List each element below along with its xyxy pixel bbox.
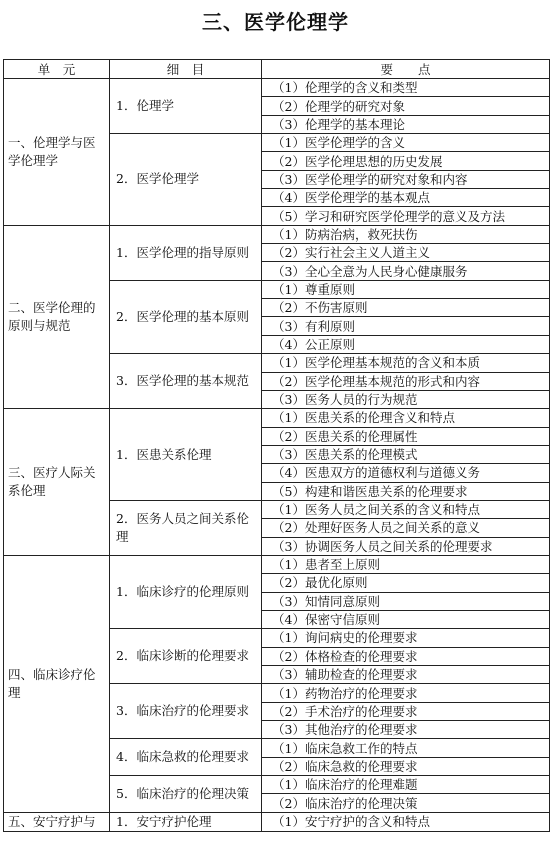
- detail-cell: 1．临床诊疗的伦理原则: [110, 555, 262, 628]
- point-cell: （1）医学伦理基本规范的含义和本质: [262, 354, 550, 372]
- point-cell: （4）公正原则: [262, 335, 550, 353]
- point-cell: （3）辅助检查的伦理要求: [262, 666, 550, 684]
- point-cell: （1）安宁疗护的含义和特点: [262, 812, 550, 831]
- header-detail: 细 目: [110, 60, 262, 79]
- point-cell: （1）临床急救工作的特点: [262, 739, 550, 757]
- point-cell: （2）临床急救的伦理要求: [262, 757, 550, 775]
- unit-cell: 二、医学伦理的原则与规范: [4, 225, 110, 408]
- point-cell: （3）知情同意原则: [262, 592, 550, 610]
- point-cell: （1）伦理学的含义和类型: [262, 79, 550, 97]
- point-cell: （2）处理好医务人员之间关系的意义: [262, 519, 550, 537]
- unit-cell: 三、医疗人际关系伦理: [4, 409, 110, 556]
- point-cell: （1）临床治疗的伦理难题: [262, 776, 550, 794]
- header-points: 要 点: [262, 60, 550, 79]
- point-cell: （1）药物治疗的伦理要求: [262, 684, 550, 702]
- point-cell: （4）医学伦理学的基本观点: [262, 189, 550, 207]
- point-cell: （1）医患关系的伦理含义和特点: [262, 409, 550, 427]
- point-cell: （2）医患关系的伦理属性: [262, 427, 550, 445]
- detail-cell: 1．医学伦理的指导原则: [110, 225, 262, 280]
- point-cell: （5）学习和研究医学伦理学的意义及方法: [262, 207, 550, 225]
- unit-cell: 五、安宁疗护与: [4, 812, 110, 831]
- detail-cell: 2．医学伦理学: [110, 134, 262, 226]
- detail-cell: 1．安宁疗护伦理: [110, 812, 262, 831]
- point-cell: （3）伦理学的基本理论: [262, 115, 550, 133]
- detail-cell: 2．临床诊断的伦理要求: [110, 629, 262, 684]
- header-unit: 单 元: [4, 60, 110, 79]
- point-cell: （2）体格检查的伦理要求: [262, 647, 550, 665]
- point-cell: （1）询问病史的伦理要求: [262, 629, 550, 647]
- point-cell: （1）防病治病，救死扶伤: [262, 225, 550, 243]
- point-cell: （2）医学伦理思想的历史发展: [262, 152, 550, 170]
- syllabus-table: [3, 59, 550, 832]
- page-title: 三、医学伦理学: [202, 10, 349, 34]
- point-cell: （2）医学伦理基本规范的形式和内容: [262, 372, 550, 390]
- table-row: [4, 79, 550, 97]
- detail-cell: 5．临床治疗的伦理决策: [110, 776, 262, 813]
- point-cell: （2）临床治疗的伦理决策: [262, 794, 550, 812]
- point-cell: （3）医务人员的行为规范: [262, 390, 550, 408]
- table-row: [4, 409, 550, 427]
- detail-cell: 1．伦理学: [110, 79, 262, 134]
- detail-cell: 2．医务人员之间关系伦理: [110, 500, 262, 555]
- point-cell: （3）全心全意为人民身心健康服务: [262, 262, 550, 280]
- point-cell: （2）手术治疗的伦理要求: [262, 702, 550, 720]
- point-cell: （3）协调医务人员之间关系的伦理要求: [262, 537, 550, 555]
- point-cell: （3）其他治疗的伦理要求: [262, 721, 550, 739]
- table-header-row: [4, 60, 550, 79]
- detail-cell: 1．医患关系伦理: [110, 409, 262, 501]
- point-cell: （2）不伤害原则: [262, 299, 550, 317]
- point-cell: （4）保密守信原则: [262, 610, 550, 628]
- point-cell: （1）患者至上原则: [262, 555, 550, 573]
- point-cell: （3）医患关系的伦理模式: [262, 445, 550, 463]
- point-cell: （4）医患双方的道德权利与道德义务: [262, 464, 550, 482]
- point-cell: （1）医务人员之间关系的含义和特点: [262, 500, 550, 518]
- point-cell: （2）实行社会主义人道主义: [262, 244, 550, 262]
- point-cell: （5）构建和谐医患关系的伦理要求: [262, 482, 550, 500]
- unit-cell: 一、伦理学与医学伦理学: [4, 79, 110, 226]
- table-body: [4, 79, 550, 832]
- point-cell: （1）尊重原则: [262, 280, 550, 298]
- detail-cell: 2．医学伦理的基本原则: [110, 280, 262, 353]
- table-row: [4, 225, 550, 243]
- table-row: [4, 812, 550, 831]
- point-cell: （1）医学伦理学的含义: [262, 134, 550, 152]
- detail-cell: 4．临床急救的伦理要求: [110, 739, 262, 776]
- point-cell: （3）有利原则: [262, 317, 550, 335]
- point-cell: （2）伦理学的研究对象: [262, 97, 550, 115]
- unit-cell: 四、临床诊疗伦理: [4, 555, 110, 812]
- detail-cell: 3．医学伦理的基本规范: [110, 354, 262, 409]
- detail-cell: 3．临床治疗的伦理要求: [110, 684, 262, 739]
- table-row: [4, 555, 550, 573]
- point-cell: （3）医学伦理学的研究对象和内容: [262, 170, 550, 188]
- point-cell: （2）最优化原则: [262, 574, 550, 592]
